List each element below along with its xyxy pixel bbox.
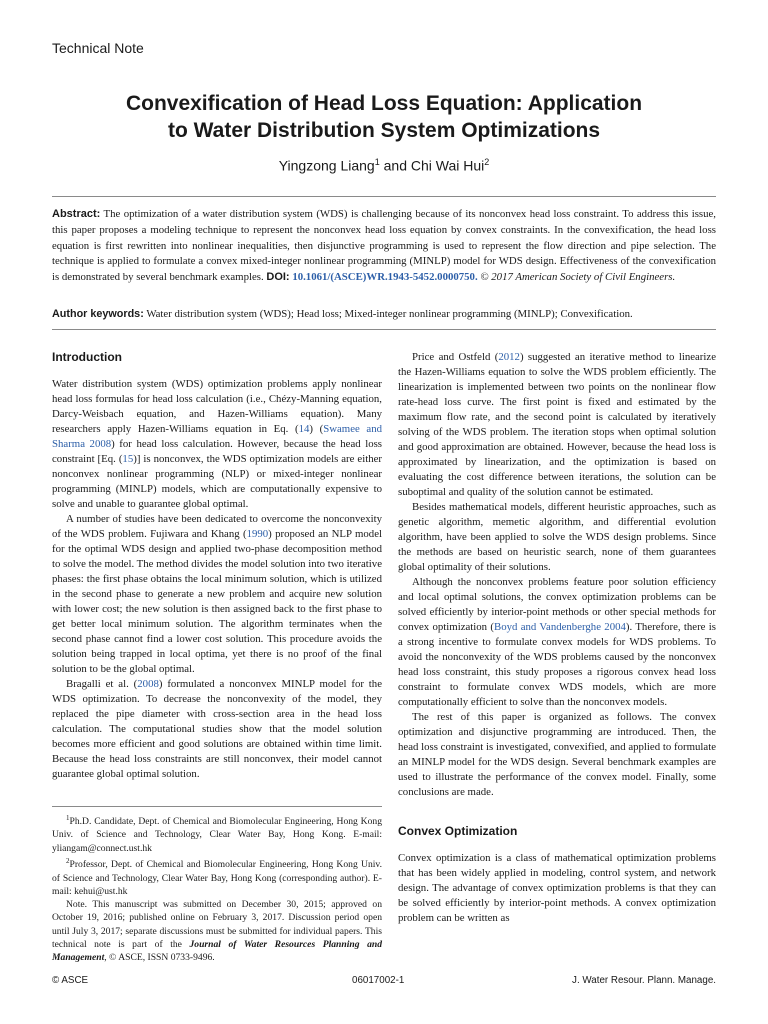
keywords-label: Author keywords: [52, 308, 144, 320]
citation-boyd-vandenberghe[interactable]: Boyd and Vandenberghe 2004 [494, 621, 626, 633]
citation-price-ostfeld[interactable]: 2012 [498, 351, 520, 363]
right-paragraph-2: Besides mathematical models, different heuristic approaches, such as genetic algorithm, memetic algorithm, and differential evolution algorithm, have been applied to solve the WDS design problems. Since the methods are based on heuristic search, none of them guarantees global optimality of their solutions. [398, 501, 716, 573]
keywords [52, 307, 716, 322]
right-paragraph-3: Although the nonconvex problems feature poor solution efficiency and local optimal solutions, the convex optimization problems can be solved efficiently by interior-point methods or other special methods for convex optimization (Boyd and Vandenberghe 2004). Therefore, there is a strong incentive to formulate convex models for WDS problems. To avoid the nonconvexity of the WDS problems caused by the nonconvex head loss constraint, this study proposes a rigorous convex head loss constraint to formulate convex WDS models, which are more computationally efficient to solve than the nonconvex models. [398, 576, 717, 708]
citation-swamee-sharma[interactable]: Swamee and Sharma 2008 [52, 423, 383, 450]
footer-publisher: © ASCE [52, 975, 89, 986]
intro-paragraph-3: Bragalli et al. (2008) formulated a nonconvex MINLP model for the WDS optimization. To decrease the nonconvexity of the model, they replaced the pipe diameter with cross-section area in the head loss calculation. The computational studies show that the model solution becomes more efficient and good solutions are obtained within time limit. Because the head loss constraints are still nonconvex, their model cannot guarantee global optimal solution. [52, 678, 383, 780]
footnote-divider [52, 806, 382, 807]
introduction-heading: Introduction [52, 350, 122, 364]
title-line-2: to Water Distribution System Optimizations [167, 119, 601, 142]
keywords-bottom-divider [52, 329, 716, 330]
right-paragraph-4: The rest of this paper is organized as follows. The convex optimization and disjunctive programming are introduced. Then, the head loss constraint is investigated, convexified, and applied to formulate an MINLP model for the WDS design. Several benchmark examples are used to illustrate the performance of the convex model. Finally, some conclusions are made. [398, 711, 716, 798]
abstract-text: The optimization of a water distribution system (WDS) is challenging because of its nonconvex head loss constraint. To address this issue, this paper proposes a modeling technique to represent the nonconvex head loss equation by convex constraints. In the convexification, the head loss equation is first rewritten into nonlinear inequalities, then disjunctive programming is used to represent the flow direction and pipe selection. The technique is applied to formulate a convex mixed-integer nonlinear programming (MINLP) model for WDS design. Effectiveness of the convexification is demonstrated by several benchmark examples. [52, 208, 716, 284]
paper-title [60, 90, 708, 144]
journal-name: Journal of Water Resources Planning and Management [52, 939, 382, 964]
author-1-affiliation: 1 [374, 157, 380, 167]
left-column [52, 350, 382, 782]
equation-15-link[interactable]: 15 [122, 453, 134, 465]
abstract-top-divider [52, 196, 716, 197]
author-2: Chi Wai Hui [410, 157, 485, 174]
author-and: and [379, 157, 411, 174]
footnotes [52, 812, 382, 965]
footer-journal: J. Water Resour. Plann. Manage. [572, 975, 716, 986]
right-paragraph-1: Price and Ostfeld (2012) suggested an iterative method to linearize the Hazen-Williams equation to solve the WDS problem efficiently. The linearization is implemented between two points on the nonlinear flow rate-head loss curve. The first point is fixed and estimated by the maximum flow rate, and the second point is calculated by iteratively solving of the WDS problem. The iteration stops when optimal solution and good approximation are obtained. However, because the head loss is approximated by linearization, and the optimization is based on evaluating the cost difference between iterations, the solution can be suboptimal and quality of the solution cannot be estimated. [398, 351, 716, 498]
title-line-1: Convexification of Head Loss Equation: Application [125, 92, 643, 115]
author-1: Yingzong Liang [278, 157, 375, 174]
doi-label: DOI: [266, 271, 290, 284]
citation-fujiwara-khang[interactable]: 1990 [246, 528, 269, 540]
author-2-affiliation: 2 [484, 157, 490, 167]
citation-bragalli[interactable]: 2008 [137, 678, 159, 690]
article-type-label: Technical Note [52, 40, 144, 56]
convex-optimization-heading: Convex Optimization [398, 824, 518, 838]
footnote-2: $^2$Professor, Dept. of Chemical and Biomolecular Engineering, Hong Kong Univ. of Science and Technology, Clear Water Bay, Hong Kong (corresponding author). E-mail: kehui@ust.hk [52, 857, 382, 897]
author-list [0, 157, 768, 174]
right-column [398, 350, 716, 926]
submission-note: Note. This manuscript was submitted on December 30, 2015; approved on October 19, 2016; published online on February 3, 2017. Discussion period open until July 3, 2017; separate discussions must be submitted for individual papers. This technical note is part of the Journal of Water Resources Planning and Management, © ASCE, ISSN 0733-9496. [52, 899, 382, 964]
keywords-text: Water distribution system (WDS); Head loss; Mixed-integer nonlinear programming (MINLP); Convexification. [146, 308, 633, 320]
copyright: © 2017 American Society of Civil Engineers. [480, 271, 676, 284]
equation-14-link[interactable]: 14 [298, 423, 310, 435]
footnote-1: $^1$Ph.D. Candidate, Dept. of Chemical and Biomolecular Engineering, Hong Kong Univ. of Science and Technology, Clear Water Bay, Hong Kong. E-mail: yliangam@connect.ust.hk [52, 814, 382, 854]
abstract [52, 207, 716, 286]
right-paragraph-5: Convex optimization is a class of mathematical optimization problems that has been widely applied in modeling, control system, and network design. The advantage of convex optimization problems is that they can be solved efficiently by interior-point methods. A convex optimization problem can be written as [398, 852, 716, 924]
doi-link[interactable]: 10.1061/(ASCE)WR.1943-5452.0000750. [292, 271, 478, 284]
footer-article-number: 06017002-1 [352, 975, 405, 986]
intro-paragraph-1: Water distribution system (WDS) optimization problems apply nonlinear head loss formulas for head loss calculation (i.e., Chézy-Manning equation, Darcy-Weisbach equation, and Hazen-Williams equation). Many researchers apply Hazen-Williams equation in Eq. (14) (Swamee and Sharma 2008) for head loss calculation. However, because the head loss constraint [Eq. (15)] is nonconvex, the WDS optimization models are either nonconvex nonlinear programming (NLP) or mixed-integer nonlinear programming (MINLP) models, which are computationally expensive to solve and unable to guarantee global optimal. [52, 378, 383, 510]
intro-paragraph-2: A number of studies have been dedicated to overcome the nonconvexity of the WDS problem. Fujiwara and Khang (1990) proposed an NLP model for the optimal WDS design and applied two-phase decomposition method to solve the model. The method divides the model solution into two iterative phases: the first phase obtains the local minimum solution, which is utilized in the second phase to generate a new problem and acquire new solution with lower cost; the new solution is then assigned back to the first phase to get better local minimum solution. The algorithm terminates when the second phase cannot find a lower cost solution. This procedure avoids the solution being trapped in local optima, yet there is no proof of the final solution to be the global optimal. [52, 513, 382, 675]
abstract-label: Abstract: [52, 208, 101, 220]
